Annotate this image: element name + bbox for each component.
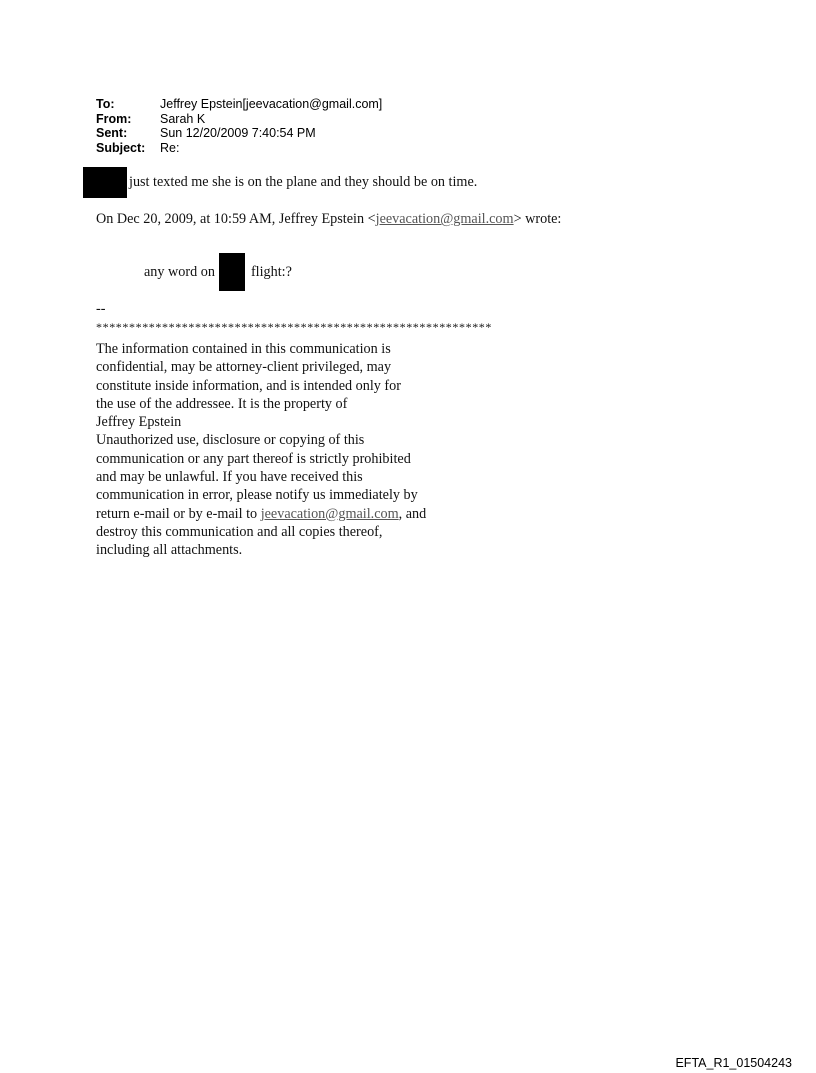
disclaimer-line: the use of the addressee. It is the property of <box>96 395 348 412</box>
quote-intro <box>96 211 561 228</box>
signature-dashes: -- <box>96 301 106 317</box>
email-header <box>96 97 382 155</box>
sent-row <box>96 126 382 141</box>
disclaimer-line: constitute inside information, and is intended only for <box>96 377 401 394</box>
disclaimer-line: destroy this communication and all copies thereof, <box>96 523 383 540</box>
sent-value: Sun 12/20/2009 7:40:54 PM <box>160 126 316 140</box>
quote-intro-suffix: > wrote: <box>513 211 562 227</box>
disclaimer-line: including all attachments. <box>96 542 243 559</box>
quoted-text-after: flight:? <box>250 263 292 280</box>
quote-intro-email-link[interactable]: jeevacation@gmail.com <box>375 211 514 227</box>
redaction-box <box>83 167 127 198</box>
from-value: Sarah K <box>160 111 206 126</box>
to-value: Jeffrey Epstein[jeevacation@gmail.com] <box>160 97 383 111</box>
sent-label: Sent: <box>96 126 128 140</box>
disclaimer-email-link[interactable]: jeevacation@gmail.com <box>260 505 399 522</box>
disclaimer-line <box>96 505 426 523</box>
document-id: EFTA_R1_01504243 <box>675 1056 792 1070</box>
quote-intro-prefix: On Dec 20, 2009, at 10:59 AM, Jeffrey Epstein < <box>96 211 376 227</box>
disclaimer-line: The information contained in this communication is <box>96 341 391 357</box>
redaction-box <box>219 253 245 291</box>
signature-stars: ************************************************************ <box>96 320 492 334</box>
to-label: To: <box>96 97 115 111</box>
quoted-message <box>144 253 292 291</box>
disclaimer-line: communication in error, please notify us immediately by <box>96 487 418 504</box>
disclaimer-line-prefix: return e-mail or by e-mail to <box>96 505 261 522</box>
disclaimer-line: Jeffrey Epstein <box>96 414 182 431</box>
disclaimer-line-suffix: , and <box>398 505 427 522</box>
subject-row <box>96 141 382 156</box>
disclaimer-line: communication or any part thereof is strictly prohibited <box>96 450 411 467</box>
confidentiality-disclaimer <box>96 340 426 560</box>
reply-text: just texted me she is on the plane and they should be on time. <box>129 174 478 190</box>
subject-label: Subject: <box>96 140 146 155</box>
from-row <box>96 112 382 127</box>
disclaimer-line: confidential, may be attorney-client privileged, may <box>96 359 392 376</box>
quoted-text-before: any word on <box>144 263 215 280</box>
subject-value: Re: <box>160 140 180 155</box>
disclaimer-line: and may be unlawful. If you have received this <box>96 469 363 486</box>
disclaimer-line: Unauthorized use, disclosure or copying of this <box>96 432 365 449</box>
reply-line <box>83 167 477 198</box>
to-row <box>96 97 382 112</box>
from-label: From: <box>96 111 132 126</box>
